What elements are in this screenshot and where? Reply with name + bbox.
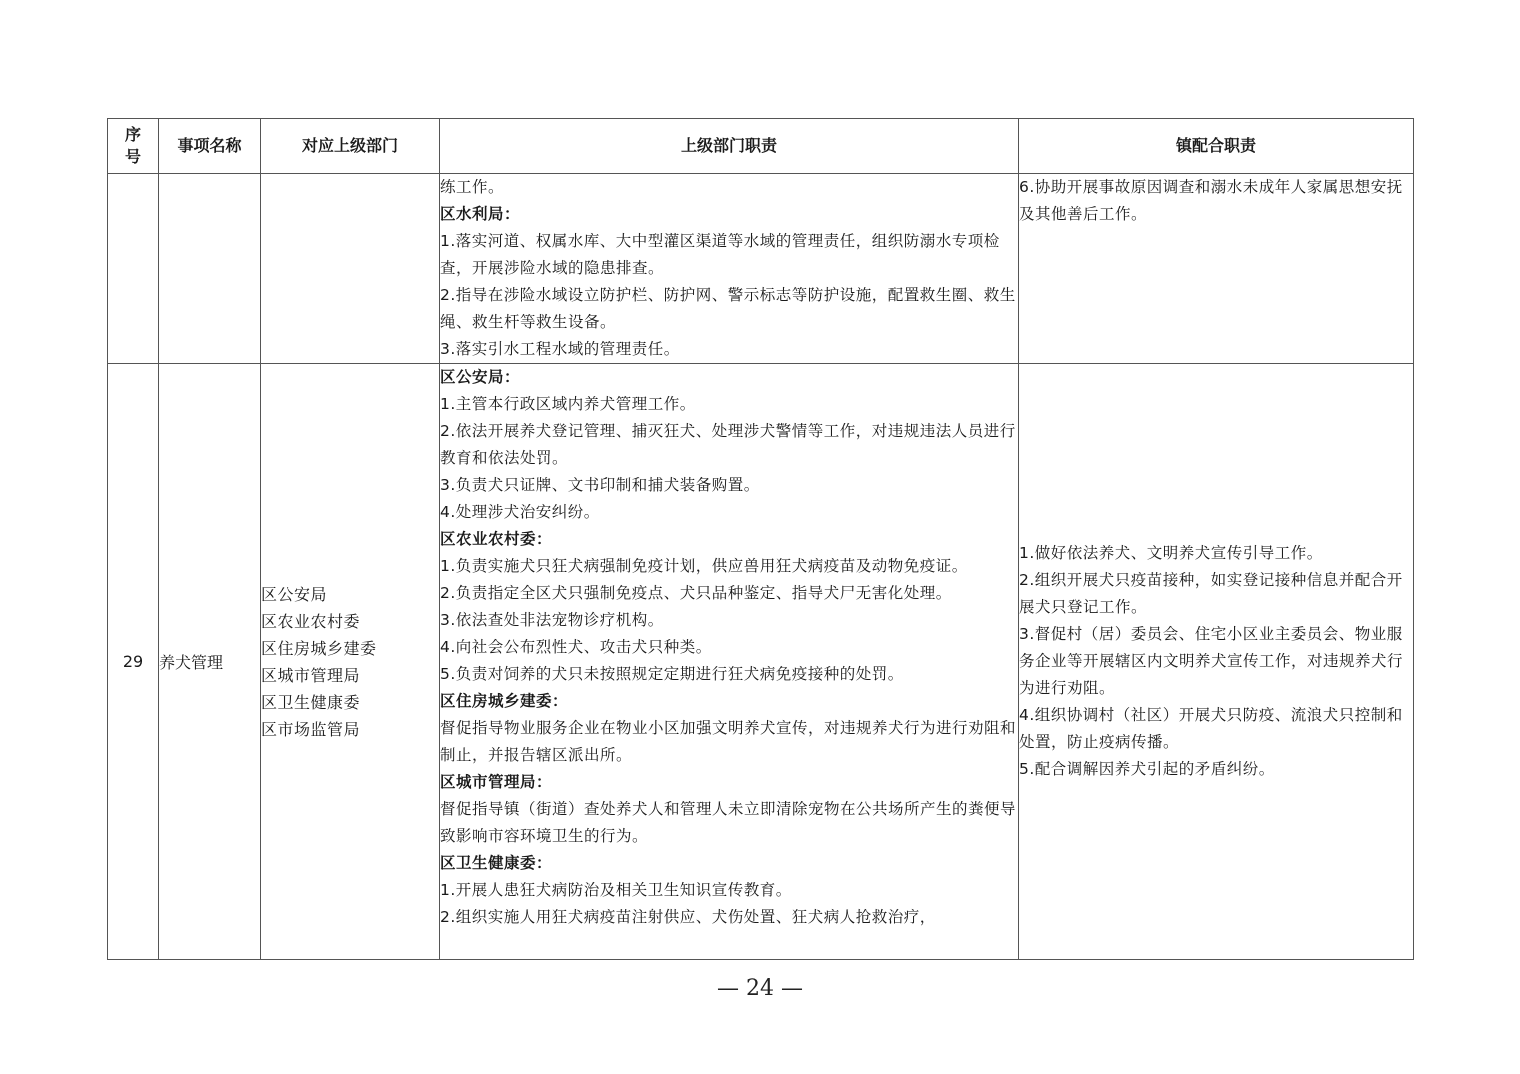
duty-line: 6.协助开展事故原因调查和溺水未成年人家属思想安抚及其他善后工作。: [1019, 178, 1403, 223]
duty-line: 1.主管本行政区域内养犬管理工作。: [440, 395, 696, 413]
duty-list: [440, 364, 1018, 931]
duty-line: 督促指导镇（街道）查处养犬人和管理人未立即清除宠物在公共场所产生的粪便导致影响市容环境卫生的行为。: [440, 800, 1017, 845]
duty-line: 练工作。: [440, 178, 505, 196]
duty-line: 3.落实引水工程水域的管理责任。: [440, 340, 680, 358]
responsibility-table: [107, 118, 1414, 960]
duty-line: 5.负责对饲养的犬只未按照规定定期进行狂犬病免疫接种的处罚。: [440, 665, 904, 683]
item-cell: [159, 174, 261, 364]
duty-line: 督促指导物业服务企业在物业小区加强文明养犬宣传，对违规养犬行为进行劝阻和制止，并报告辖区派出所。: [440, 719, 1017, 764]
duty-line: 2.组织开展犬只疫苗接种，如实登记接种信息并配合开展犬只登记工作。: [1019, 571, 1403, 616]
duty-line: 1.负责实施犬只狂犬病强制免疫计划，供应兽用狂犬病疫苗及动物免疫证。: [440, 557, 968, 575]
duty-list: [440, 174, 1018, 363]
seq-cell: [108, 174, 159, 364]
duty-cell: [440, 174, 1019, 364]
header-town: 镇配合职责: [1019, 119, 1414, 174]
duty-line: 3.负责犬只证牌、文书印制和捕犬装备购置。: [440, 476, 760, 494]
dept-name: 区农业农村委: [261, 611, 361, 631]
duty-line: 2.负责指定全区犬只强制免疫点、犬只品种鉴定、指导犬尸无害化处理。: [440, 584, 952, 602]
header-row: [108, 119, 1414, 174]
dept-list: [261, 581, 439, 743]
department-heading: 区卫生健康委：: [440, 854, 553, 872]
duty-line: 5.配合调解因养犬引起的矛盾纠纷。: [1019, 760, 1275, 778]
dept-cell: [261, 364, 440, 960]
header-seq: 序号: [108, 119, 159, 174]
duty-line: 2.组织实施人用狂犬病疫苗注射供应、犬伤处置、狂犬病人抢救治疗，: [440, 908, 936, 926]
dept-cell: [261, 174, 440, 364]
department-heading: 区城市管理局：: [440, 773, 553, 791]
duty-line: 2.依法开展养犬登记管理、捕灭狂犬、处理涉犬警情等工作，对违规违法人员进行教育和依法处罚。: [440, 422, 1016, 467]
dept-name: 区城市管理局: [261, 665, 361, 685]
duty-line: 4.处理涉犬治安纠纷。: [440, 503, 600, 521]
department-heading: 区农业农村委：: [440, 530, 553, 548]
duty-cell: [440, 364, 1019, 960]
duty-line: 4.向社会公布烈性犬、攻击犬只种类。: [440, 638, 712, 656]
dept-name: 区卫生健康委: [261, 692, 361, 712]
dept-name: 区住房城乡建委: [261, 638, 377, 658]
header-item: 事项名称: [159, 119, 261, 174]
page-number: — 24 —: [717, 976, 803, 1001]
duty-line: 2.指导在涉险水域设立防护栏、防护网、警示标志等防护设施，配置救生圈、救生绳、救生杆等救生设备。: [440, 286, 1016, 331]
dept-name: 区公安局: [261, 584, 328, 604]
town-duty-list: [1019, 540, 1413, 783]
department-heading: 区公安局：: [440, 368, 521, 386]
duty-line: 3.督促村（居）委员会、住宅小区业主委员会、物业服务企业等开展辖区内文明养犬宣传工作，对违规养犬行为进行劝阻。: [1019, 625, 1404, 697]
department-heading: 区住房城乡建委：: [440, 692, 569, 710]
duty-line: 4.组织协调村（社区）开展犬只防疫、流浪犬只控制和处置，防止疫病传播。: [1019, 706, 1403, 751]
duty-line: 1.开展人患狂犬病防治及相关卫生知识宣传教育。: [440, 881, 792, 899]
duty-line: 1.落实河道、权属水库、大中型灌区渠道等水域的管理责任，组织防溺水专项检查，开展涉险水域的隐患排查。: [440, 232, 1000, 277]
town-cell: [1019, 364, 1414, 960]
dept-name: 区市场监管局: [261, 719, 361, 739]
town-cell: [1019, 174, 1414, 364]
duty-line: 1.做好依法养犬、文明养犬宣传引导工作。: [1019, 544, 1323, 562]
seq-cell: 29: [108, 364, 159, 960]
department-heading: 区水利局：: [440, 205, 521, 223]
town-duty-list: [1019, 174, 1413, 228]
duty-line: 3.依法查处非法宠物诊疗机构。: [440, 611, 664, 629]
item-cell: 养犬管理: [159, 364, 261, 960]
table-row: [108, 174, 1414, 364]
header-dept: 对应上级部门: [261, 119, 440, 174]
table-row: [108, 364, 1414, 960]
header-duty: 上级部门职责: [440, 119, 1019, 174]
